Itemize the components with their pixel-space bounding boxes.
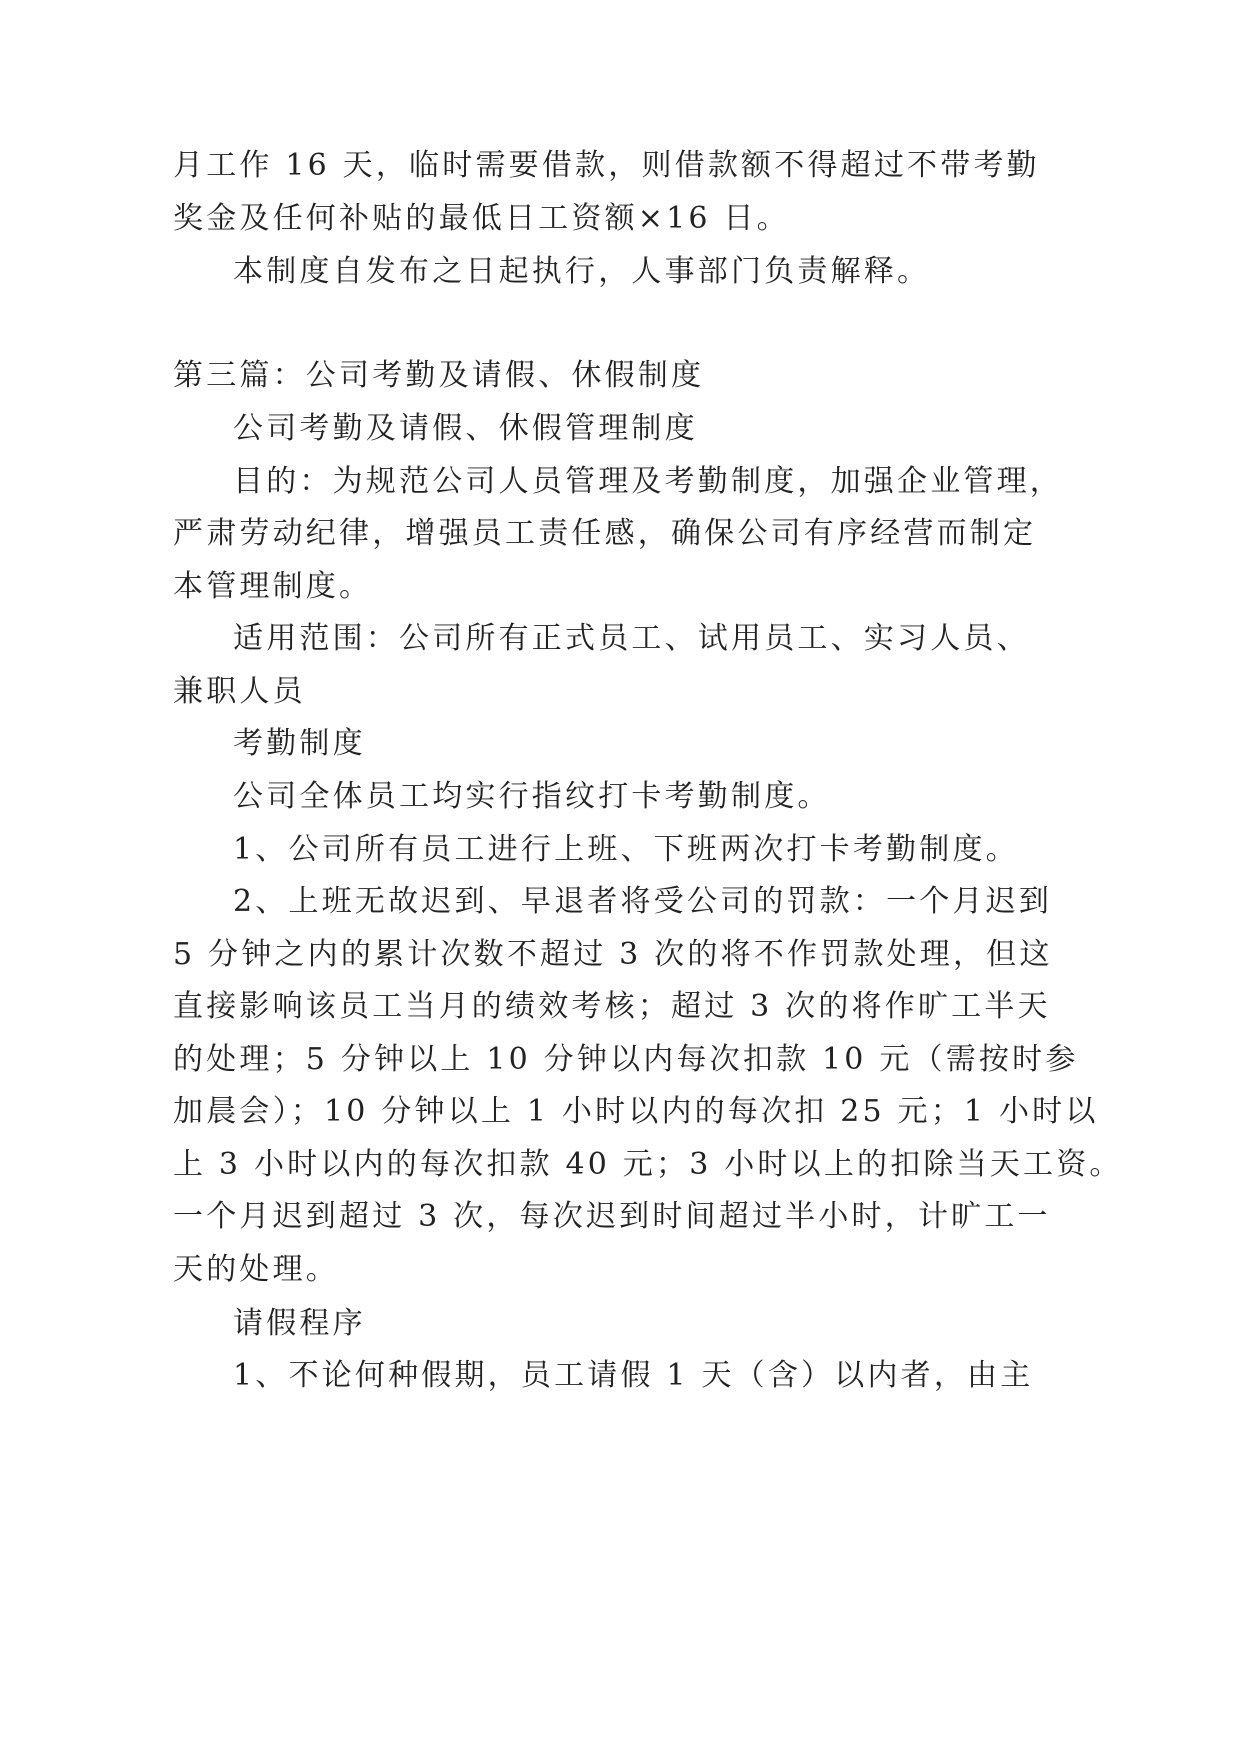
text-line: 适用范围：公司所有正式员工、试用员工、实习人员、 (233, 621, 1030, 656)
text-line: 奖金及任何补贴的最低日工资额×16 日。 (173, 201, 790, 236)
text-line: 月工作 16 天，临时需要借款，则借款额不得超过不带考勤 (173, 148, 1040, 183)
text-line: 公司全体员工均实行指纹打卡考勤制度。 (233, 779, 831, 814)
text-line: 目的：为规范公司人员管理及考勤制度，加强企业管理， (233, 464, 1063, 499)
text-line: 的处理；5 分钟以上 10 分钟以内每次扣款 10 元（需按时参 (173, 1042, 1079, 1077)
section-subtitle: 公司考勤及请假、休假管理制度 (233, 411, 698, 446)
text-line: 一个月迟到超过 3 次，每次迟到时间超过半小时，计旷工一 (173, 1199, 1051, 1234)
text-line: 严肃劳动纪律，增强员工责任感，确保公司有序经营而制定 (173, 516, 1037, 551)
text-line: 本制度自发布之日起执行，人事部门负责解释。 (233, 254, 931, 289)
subsection-heading: 请假程序 (233, 1306, 366, 1341)
text-line: 2、上班无故迟到、早退者将受公司的罚款：一个月迟到 (233, 884, 1053, 919)
text-line: 直接影响该员工当月的绩效考核；超过 3 次的将作旷工半天 (173, 989, 1051, 1024)
subsection-heading: 考勤制度 (233, 726, 366, 761)
text-line: 上 3 小时以内的每次扣款 40 元；3 小时以上的扣除当天工资。 (173, 1147, 1123, 1182)
text-line: 本管理制度。 (173, 569, 373, 604)
text-line: 1、公司所有员工进行上班、下班两次打卡考勤制度。 (233, 832, 1019, 867)
text-line: 天的处理。 (173, 1252, 339, 1287)
text-line: 1、不论何种假期，员工请假 1 天（含）以内者，由主 (233, 1358, 1034, 1393)
text-line: 加晨会）；10 分钟以上 1 小时以内的每次扣 25 元；1 小时以 (173, 1094, 1099, 1129)
text-line: 5 分钟之内的累计次数不超过 3 次的将不作罚款处理，但这 (173, 937, 1053, 972)
text-line: 兼职人员 (173, 674, 306, 709)
section-heading: 第三篇：公司考勤及请假、休假制度 (173, 358, 705, 393)
